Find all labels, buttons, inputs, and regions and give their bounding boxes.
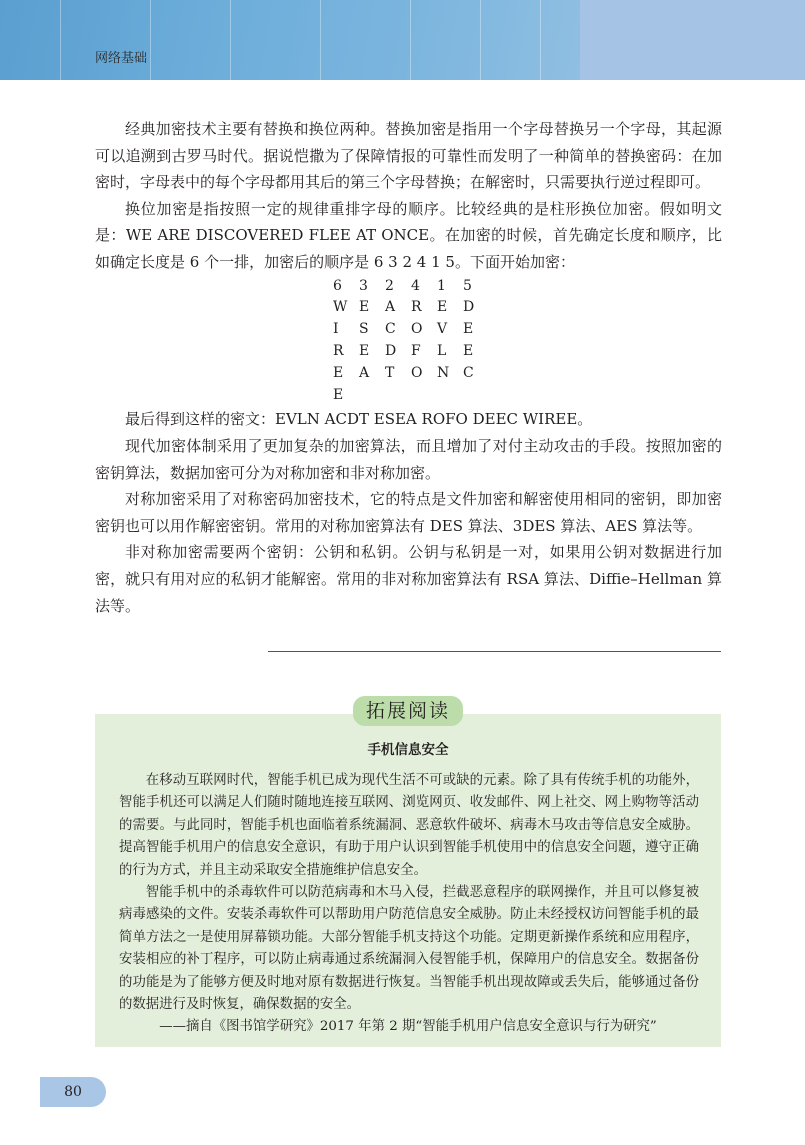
cipher-grid-cell: 3: [359, 277, 368, 294]
cipher-grid-cell: A: [385, 299, 396, 316]
paragraph: 智能手机中的杀毒软件可以防范病毒和木马入侵，拦截恶意程序的联网操作，并且可以修复被病毒感染的文件。安装杀毒软件可以帮助用户防范信息安全威胁。防止未经授权访问智能手机的最简单方法之一是使用屏幕锁功能。大部分智能手机支持这个功能。定期更新操作系统和应用程序，安装相应的补丁程序，可以防止病毒通过系统漏洞入侵智能手机，保障用户的信息安全。数据备份的功能是为了能够方便及时地对原有数据进行恢复。当智能手机出现故障或丢失后，能够通过备份的数据进行及时恢复，确保数据的安全。: [119, 885, 699, 1013]
cipher-grid-cell: F: [411, 342, 421, 359]
cipher-grid-cell: N: [437, 364, 450, 381]
cipher-grid-cell: E: [333, 364, 344, 381]
cipher-grid-row: [333, 341, 489, 363]
cipher-grid-cell: [463, 385, 489, 407]
cipher-grid-cell: [385, 385, 411, 407]
cipher-grid-cell: E: [463, 342, 474, 359]
cipher-grid-cell: D: [385, 342, 397, 359]
cipher-grid-cell: R: [411, 299, 422, 316]
chapter-header-title: 网络基础: [95, 51, 148, 66]
paragraph: 在移动互联网时代，智能手机已成为现代生活不可或缺的元素。除了具有传统手机的功能外，智能手机还可以满足人们随时随地连接互联网、浏览网页、收发邮件、网上社交、网上购物等活动的需要。与此同时，智能手机也面临着系统漏洞、恶意软件破坏、病毒木马攻击等信息安全威胁。提高智能手机用户的信息安全意识，有助于用户认识到智能手机使用中的信息安全问题，遵守正确的行为方式，并且主动采取安全措施维护信息安全。: [119, 773, 699, 878]
cipher-grid-cell: [411, 385, 437, 407]
cipher-grid-cell: L: [437, 342, 447, 359]
header-banner-image: [0, 0, 580, 80]
cipher-grid-row: [333, 319, 489, 341]
cipher-grid-cell: E: [359, 299, 370, 316]
cipher-grid-cell: E: [463, 321, 474, 338]
paragraph: 经典加密技术主要有替换和换位两种。替换加密是指用一个字母替换另一个字母，其起源可以追溯到古罗马时代。据说恺撒为了保障情报的可靠性而发明了一种简单的替换密码：在加密时，字母表中的每个字母都用其后的第三个字母替换；在解密时，只需要执行逆过程即可。: [95, 120, 722, 192]
cipher-grid-cell: [437, 385, 463, 407]
source-citation: ——摘自《图书馆学研究》2017 年第 2 期“智能手机用户信息安全意识与行为研究”: [159, 1019, 657, 1035]
cipher-grid-cell: 6: [333, 277, 342, 294]
cipher-grid-cell: 1: [437, 277, 446, 294]
cipher-grid-cell: W: [333, 299, 348, 316]
cipher-grid-cell: E: [333, 386, 344, 403]
extended-reading-title: 手机信息安全: [367, 742, 449, 758]
extended-reading-label: 拓展阅读: [353, 696, 463, 726]
cipher-grid-cell: O: [411, 364, 423, 381]
cipher-grid-cell: S: [359, 321, 369, 338]
paragraph: 现代加密体制采用了更加复杂的加密算法，而且增加了对付主动攻击的手段。按照加密的密钥算法，数据加密可分为对称加密和非对称加密。: [95, 436, 722, 482]
main-text: [95, 116, 722, 619]
cipher-grid-row: [333, 276, 489, 298]
cipher-grid-row: [333, 297, 489, 319]
cipher-grid-cell: E: [437, 299, 448, 316]
cipher-grid-cell: A: [359, 364, 370, 381]
cipher-grid-cell: C: [385, 321, 396, 338]
cipher-grid-cell: C: [463, 364, 474, 381]
cipher-grid-cell: E: [359, 342, 370, 359]
paragraph: 换位加密是指按照一定的规律重排字母的顺序。比较经典的是柱形换位加密。假如明文是：WE ARE DISCOVERED FLEE AT ONCE。在加密的时候，首先确定长度和顺序，比如确定长度是 6 个一排，加密后的顺序是 6 3 2 4 1 5。下面开始加密：: [95, 199, 722, 271]
paragraph: 非对称加密需要两个密钥：公钥和私钥。公钥与私钥是一对，如果用公钥对数据进行加密，就只有用对应的私钥才能解密。常用的非对称加密算法有 RSA 算法、Diffie–Hellman 算法等。: [95, 543, 722, 615]
cipher-grid-cell: V: [437, 321, 448, 338]
section-divider: [268, 651, 721, 652]
cipher-grid-cell: 5: [463, 277, 472, 294]
cipher-grid-cell: 2: [385, 277, 394, 294]
extended-reading-box: [95, 714, 721, 1047]
paragraph: 最后得到这样的密文：EVLN ACDT ESEA ROFO DEEC WIREE。: [125, 410, 593, 429]
header-banner-right: [580, 0, 805, 80]
cipher-grid-cell: O: [411, 321, 423, 338]
paragraph: 对称加密采用了对称密码加密技术，它的特点是文件加密和解密使用相同的密钥，即加密密钥也可以用作解密密钥。常用的对称加密算法有 DES 算法、3DES 算法、AES 算法等。: [95, 490, 722, 535]
cipher-grid-row: [333, 363, 489, 385]
page-number: 80: [40, 1077, 106, 1107]
cipher-grid-cell: D: [463, 299, 475, 316]
cipher-grid-cell: R: [333, 342, 344, 359]
cipher-grid-cell: [359, 385, 385, 407]
cipher-grid-cell: 4: [411, 277, 420, 294]
cipher-grid-cell: T: [385, 364, 395, 381]
cipher-grid-row: [333, 385, 489, 407]
cipher-grid: [333, 276, 489, 407]
cipher-grid-cell: I: [333, 321, 339, 338]
